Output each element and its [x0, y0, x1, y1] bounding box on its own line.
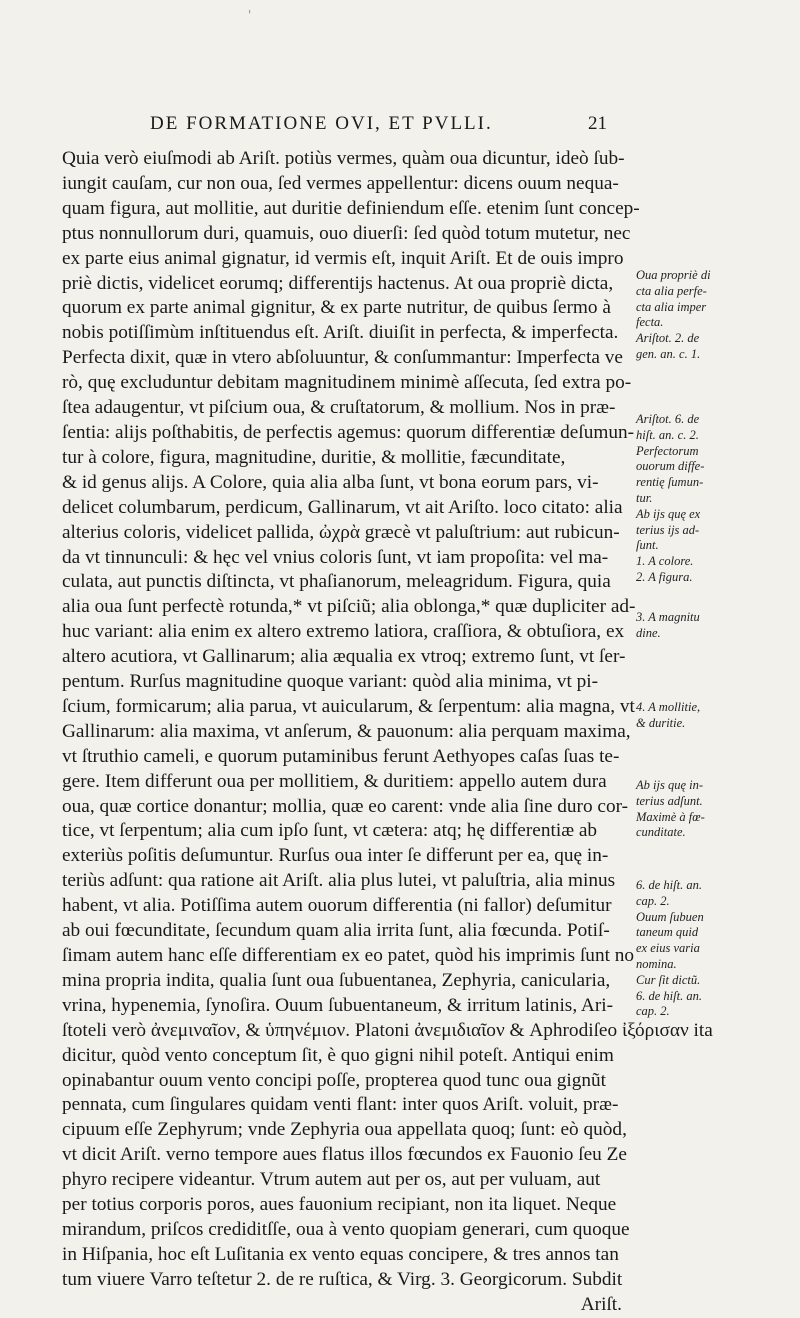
- margin-note-line: & duritie.: [636, 715, 686, 730]
- margin-note-line: fecta.: [636, 315, 664, 330]
- margin-note-line: 6. de hiſt. an.: [636, 988, 702, 1003]
- text-line: pentum. Rurſus magnitudine quoque variant: quòd alia minima, vt pi-: [62, 671, 599, 693]
- margin-note-line: ſunt.: [636, 538, 659, 553]
- text-line: ſcium, formicarum; alia parua, vt auicularum, & ſerpentum: alia magna, vt: [62, 695, 635, 717]
- text-line: vt dicit Ariſt. verno tempore aues flatus illos fœcundos ex Fauonio ſeu Ze: [62, 1144, 627, 1166]
- text-line: Gallinarum: alia maxima, vt anſerum, & pauonum: alia perquam maxima,: [62, 720, 631, 742]
- text-line: delicet columbarum, perdicum, Gallinarum, vt ait Ariſto. loco citato: alia: [62, 496, 623, 518]
- text-line: alterius coloris, videlicet pallida, ὠχρὰ græcè vt paluſtrium: aut rubicun-: [62, 521, 620, 543]
- margin-note-line: Ariſtot. 6. de: [636, 412, 700, 426]
- text-line: ex parte eius animal gignatur, id vermis eſt, inquit Ariſt. Et de ouis impro: [62, 247, 624, 269]
- text-line: opinabantur ouum vento concipi poſſe, propterea quod tunc oua gignũt: [62, 1069, 607, 1091]
- text-line: tum viuere Varro teſtetur 2. de re ruſtica, & Virg. 3. Georgicorum. Subdit: [62, 1268, 623, 1290]
- margin-note-line: taneum quid: [636, 925, 699, 940]
- text-line: ſtea adaugentur, vt piſcium oua, & cruſtatorum, & mollium. Nos in præ-: [62, 397, 616, 419]
- text-line: per totius corporis poros, aues fauonium recipiant, non ita liquet. Neque: [62, 1194, 617, 1216]
- margin-note-line: 4. A mollitie,: [636, 700, 701, 714]
- text-line: ſentia: alijs poſthabitis, de perfectis agemus: quorum differentiæ deſumun-: [62, 421, 635, 443]
- margin-note-line: Cur ſit dictũ.: [636, 972, 701, 987]
- margin-note-line: terius ijs ad-: [636, 522, 700, 537]
- text-line: alia oua ſunt perfectè rotunda,* vt piſciũ; alia oblonga,* quæ dupliciter ad-: [62, 596, 636, 618]
- margin-note-line: nomina.: [636, 956, 677, 971]
- text-line: ſimam autem hanc eſſe differentiam ex eo patet, quòd his imprimis ſunt no: [62, 945, 635, 966]
- text-line: oua, quæ cortice donantur; mollia, quæ eo carent: vnde alia ſine duro cor-: [62, 795, 629, 817]
- margin-note-line: Perfectorum: [636, 443, 699, 458]
- margin-note-line: 1. A colore.: [636, 554, 694, 569]
- text-line: mina propria indita, qualia ſunt oua ſubuentanea, Zephyria, canicularia,: [62, 969, 611, 991]
- text-line: ab oui fœcunditate, ſecundum quam alia irrita ſunt, alia fœcunda. Potiſ-: [62, 920, 610, 942]
- margin-note-line: cap. 2.: [636, 893, 670, 908]
- margin-note-line: terius adſunt.: [636, 793, 703, 808]
- text-line: tur à colore, figura, magnitudine, duritie, & mollitie, fæcunditate,: [62, 446, 566, 468]
- margin-note-line: ouorum diffe-: [636, 459, 705, 474]
- catchword: Ariſt.: [580, 1293, 622, 1315]
- margin-note: [636, 610, 796, 642]
- text-line: tice, vt ſerpentum; alia cum ipſo ſunt, vt cætera: atq; hę differentiæ ab: [62, 820, 598, 842]
- text-line: in Hiſpania, hoc eſt Luſitania ex vento equas concipere, & tres annos tan: [62, 1243, 619, 1265]
- margin-note-line: Ab ijs quę in-: [636, 778, 704, 792]
- margin-note-line: Maximè à fœ-: [636, 809, 705, 824]
- text-line: ptus nonnullorum duri, quamuis, ouo diuerſi: ſed quòd totum mutetur, nec: [62, 222, 631, 244]
- text-line: dicitur, quòd vento conceptum ſit, è quo gigni nihil poteſt. Antiqui enim: [62, 1044, 614, 1066]
- margin-note-line: 3. A magnitu: [636, 610, 700, 624]
- margin-note-line: Ab ijs quę ex: [636, 506, 701, 521]
- margin-note-line: 6. de hiſt. an.: [636, 878, 702, 892]
- text-line: & id genus alijs. A Colore, quia alia alba ſunt, vt bona eorum pars, vi-: [62, 471, 599, 493]
- text-line: teriùs adſunt: qua ratione ait Ariſt. alia plus lutei, vt paluſtria, alia minus: [62, 870, 616, 892]
- text-line: priè dictis, videlicet eorumq; differentijs hactenus. At oua propriè dicta,: [62, 272, 614, 294]
- page-number: 21: [588, 113, 607, 134]
- text-line: cipuum eſſe Zephyrum; vnde Zephyria oua appellata quoq; ſunt: eò quòd,: [62, 1119, 627, 1141]
- margin-note-line: Ouum ſubuen: [636, 909, 704, 924]
- text-line: altero acutiora, vt Gallinarum; alia æqualia ex vtroq; extremo ſunt, vt ſer-: [62, 646, 626, 668]
- text-line: culata, aut punctis diſtincta, vt phaſianorum, meleagridum. Figura, quia: [62, 571, 611, 593]
- text-line: da vt tinnunculi: & hęc vel vnius coloris ſunt, vt iam propoſita: vel ma-: [62, 546, 609, 568]
- text-line: vrina, hypenemia, ſynoſira. Ouum ſubuentaneum, & irritum latinis, Ari-: [62, 994, 614, 1016]
- margin-note-line: dine.: [636, 625, 661, 640]
- text-line: pennata, cum ſingulares quidam venti flant: inter quos Ariſt. voluit, præ-: [62, 1094, 619, 1116]
- margin-note-line: cap. 2.: [636, 1004, 670, 1019]
- text-line: iungit cauſam, cur non oua, ſed vermes appellentur: dicens ouum nequa-: [62, 172, 619, 194]
- text-line: Quia verò eiuſmodi ab Ariſt. potiùs vermes, quàm oua dicuntur, ideò ſub-: [62, 148, 625, 169]
- text-line: phyro recipere videantur. Vtrum autem aut per os, aut per vuluam, aut: [62, 1169, 601, 1191]
- margin-note: [636, 268, 796, 363]
- margin-note-line: gen. an. c. 1.: [636, 346, 701, 361]
- text-line: habent, vt alia. Potiſſima autem ouorum differentia (ni fallor) deſumitur: [62, 895, 612, 917]
- text-line: mirandum, priſcos crediditſſe, oua à vento quopiam generari, cum quoque: [62, 1218, 630, 1240]
- margin-note-line: cunditate.: [636, 825, 686, 840]
- margin-note-line: hiſt. an. c. 2.: [636, 427, 699, 442]
- margin-note-line: 2. A figura.: [636, 569, 693, 584]
- text-line: quam figura, aut mollitie, aut duritie definiendum eſſe. etenim ſunt concep-: [62, 197, 640, 219]
- margin-note: [636, 878, 796, 1020]
- margin-note: [636, 700, 796, 732]
- margin-note-line: cta alia imper: [636, 299, 707, 314]
- margin-note-line: tur.: [636, 490, 653, 505]
- margin-note-line: rentię ſumun-: [636, 475, 704, 490]
- margin-note: [636, 412, 796, 586]
- text-line: Perfecta dixit, quæ in vtero abſoluuntur, & conſummantur: Imperfecta ve: [62, 347, 623, 369]
- running-title: DE FORMATIONE OVI, ET PVLLI.: [150, 113, 493, 134]
- text-line: quorum ex parte animal gignitur, & ex parte nutritur, de quibus ſermo à: [62, 297, 611, 319]
- margin-note: [636, 778, 796, 841]
- text-line: nobis potiſſimùm inſtituendus eſt. Ariſt. diuiſit in perfecta, & imperfecta.: [62, 322, 619, 344]
- text-line: exteriùs poſitis deſumuntur. Rurſus oua inter ſe differunt per ea, quę in-: [62, 845, 609, 867]
- margin-note-line: Ariſtot. 2. de: [636, 331, 700, 346]
- text-line: ſtoteli verò ἀνεμιναῖον, & ὑπηνέμιον. Platoni ἀνεμιδιαῖον & Aphrodiſeo ἰξόρισαν ita: [62, 1019, 713, 1041]
- text-line: huc variant: alia enim ex altero extremo latiora, craſſiora, & obtuſiora, ex: [62, 621, 625, 643]
- ink-speck: ': [248, 8, 252, 22]
- margin-note-line: cta alia perfe-: [636, 283, 707, 298]
- margin-note-line: ex eius varia: [636, 941, 700, 956]
- text-line: vt ſtruthio cameli, e quorum putaminibus ferunt Aethyopes caſas ſuas te-: [62, 745, 620, 767]
- margin-note-line: Oua propriè di: [636, 268, 711, 282]
- text-line: gere. Item differunt oua per mollitiem, & duritiem: appello autem dura: [62, 770, 607, 792]
- text-line: rò, quę excluduntur debitam magnitudinem minimè aſſecuta, ſed extra po-: [62, 372, 632, 394]
